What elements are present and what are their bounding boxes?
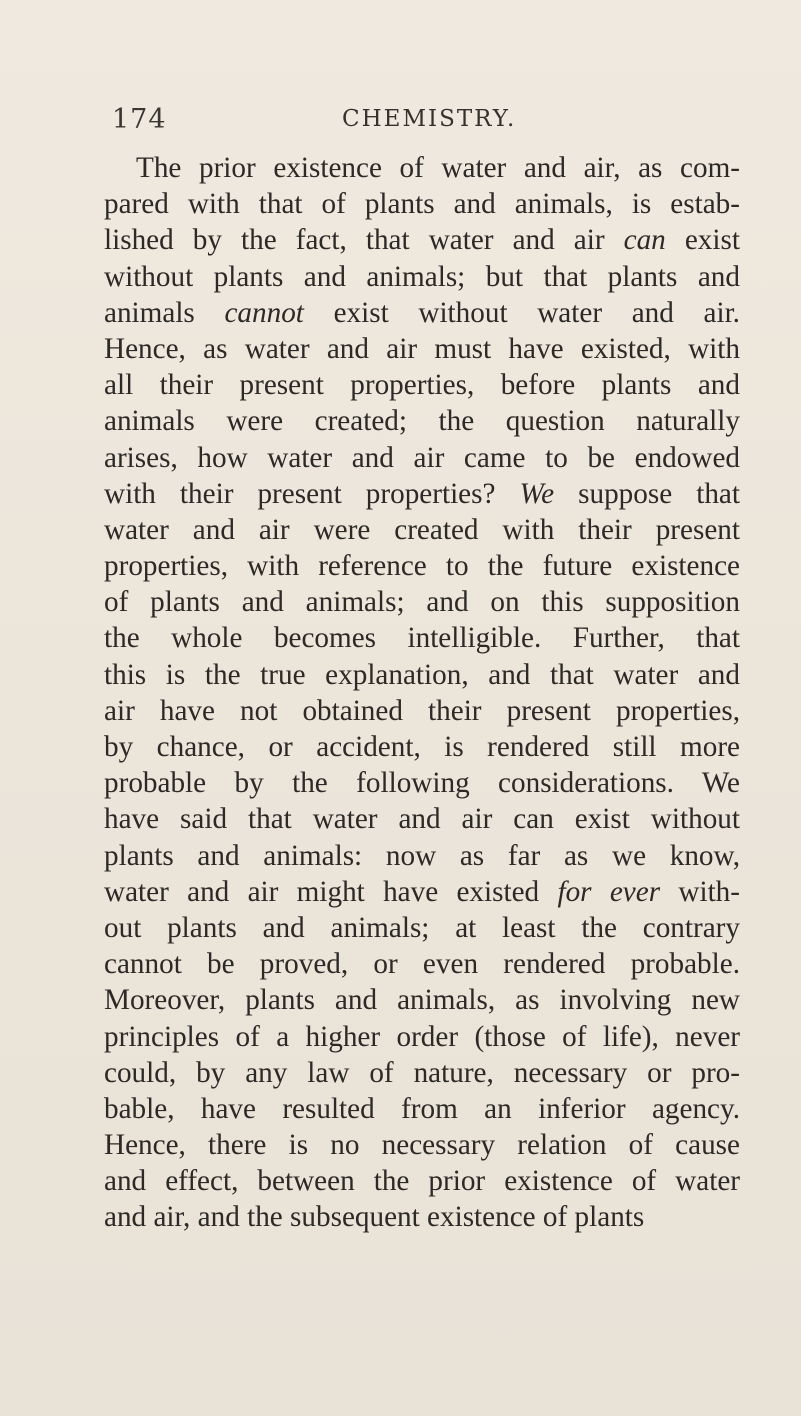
text-line	[104, 295, 740, 331]
text-segment: properties, with reference to the future existence	[104, 550, 740, 583]
text-segment: and effect, between the prior existence of water	[104, 1165, 740, 1198]
text-segment: lished by the fact, that water and air	[104, 224, 624, 257]
text-segment: plants and animals: now as far as we know,	[104, 839, 740, 872]
text-line	[104, 874, 740, 910]
text-segment: have said that water and air can exist without	[104, 803, 740, 836]
text-line	[104, 946, 740, 982]
text-line	[104, 982, 740, 1018]
text-segment: suppose that	[554, 477, 740, 510]
text-segment: Hence, as water and air must have existed, with	[104, 332, 740, 365]
text-segment	[592, 876, 610, 908]
text-line	[104, 1199, 740, 1235]
text-line	[104, 476, 740, 512]
text-segment: probable by the following considerations. We	[104, 767, 740, 800]
text-segment: Hence, there is no necessary relation of cause	[104, 1129, 740, 1162]
text-segment: exist without water and air.	[303, 296, 740, 329]
text-line	[104, 331, 740, 367]
text-line	[104, 838, 740, 874]
text-line	[104, 1055, 740, 1091]
text-line	[104, 765, 740, 801]
text-line	[104, 657, 740, 693]
running-title: CHEMISTRY.	[342, 106, 517, 132]
italic-word: We	[519, 477, 555, 510]
page-number: 174	[112, 104, 167, 135]
text-line	[104, 150, 740, 186]
italic-word: ever	[609, 875, 661, 908]
text-line	[104, 440, 740, 476]
italic-word: can	[623, 224, 666, 257]
text-line	[104, 693, 740, 729]
text-segment: arises, how water and air came to be endowed	[104, 441, 740, 474]
text-segment: of plants and animals; and on this supposition	[104, 586, 740, 619]
text-line	[104, 403, 740, 439]
text-line	[104, 620, 740, 656]
text-segment: and air, and the subsequent existence of plants	[104, 1201, 645, 1234]
text-segment: water and air might have existed	[104, 875, 558, 908]
text-segment: Moreover, plants and animals, as involving new	[104, 984, 740, 1017]
text-segment: exist	[665, 224, 740, 257]
text-line	[104, 1127, 740, 1163]
text-line	[104, 186, 740, 222]
text-segment: out plants and animals; at least the contrary	[104, 911, 740, 944]
text-line	[104, 1163, 740, 1199]
text-line	[104, 222, 740, 258]
text-line	[104, 801, 740, 837]
text-segment: pared with that of plants and animals, is estab-	[104, 188, 740, 221]
body-paragraph	[104, 150, 740, 1236]
text-line	[104, 1019, 740, 1055]
text-line	[104, 512, 740, 548]
running-head	[112, 104, 739, 140]
text-segment: with their present properties?	[104, 477, 520, 510]
text-segment: cannot be proved, or even rendered probable.	[104, 948, 740, 981]
text-segment: The prior existence of water and air, as com-	[136, 152, 740, 184]
text-segment: animals	[104, 296, 225, 329]
text-segment: bable, have resulted from an inferior agency.	[104, 1092, 740, 1125]
text-segment: all their present properties, before plants and	[104, 369, 740, 402]
text-segment: the whole becomes intelligible. Further, that	[104, 622, 740, 655]
text-segment: air have not obtained their present properties,	[104, 694, 740, 727]
text-segment: this is the true explanation, and that water and	[104, 658, 740, 691]
text-segment: could, by any law of nature, necessary or pro-	[104, 1056, 740, 1089]
text-segment: by chance, or accident, is rendered still more	[104, 731, 740, 763]
text-segment: water and air were created with their present	[104, 513, 740, 546]
text-segment: without plants and animals; but that plants and	[104, 260, 740, 293]
text-segment: principles of a higher order (those of life), never	[104, 1020, 740, 1053]
text-line	[104, 548, 740, 584]
text-line	[104, 1091, 740, 1127]
text-line	[104, 584, 740, 620]
text-segment: animals were created; the question naturally	[104, 405, 740, 438]
text-line	[104, 259, 740, 295]
text-line	[104, 910, 740, 946]
italic-word: for	[557, 875, 592, 908]
italic-word: cannot	[224, 296, 304, 329]
text-line	[104, 729, 740, 765]
text-segment: with-	[660, 875, 740, 908]
text-line	[104, 367, 740, 403]
